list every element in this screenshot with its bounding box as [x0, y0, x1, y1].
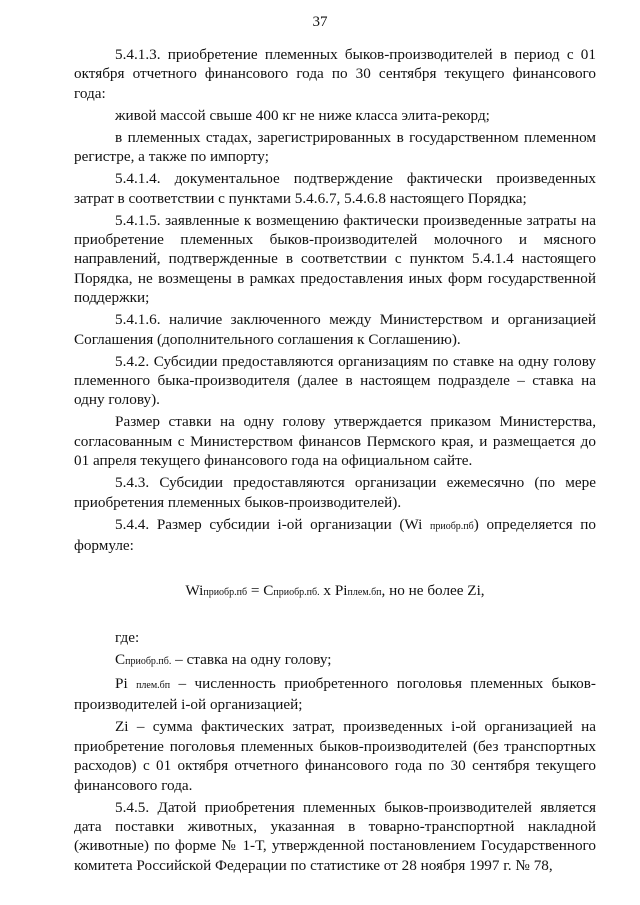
paragraph-5-4-1-5: 5.4.1.5. заявленные к возмещению фактически произведенные затраты на приобретение племенных быков-производителей молочного и мясного направлений, подтвержденные в соответствии с пунктом 5.4.1.4 настоящего Порядка, не возмещены в рамках предоставления иных форм государственной поддержки;	[74, 211, 596, 307]
formula-pi: Pi	[334, 581, 348, 599]
formula-pi-subscript: плем.бп	[347, 586, 382, 598]
formula-c: С	[263, 581, 274, 599]
paragraph-5-4-4-start: 5.4.4. Размер субсидии i-ой организации (Wi	[115, 515, 431, 533]
definition-pi-symbol: Pi	[115, 674, 137, 692]
paragraph-where: где:	[115, 628, 140, 646]
paragraph-5-4-4	[74, 515, 596, 556]
definition-pi-subscript: плем.бп	[136, 679, 171, 691]
formula-c-subscript: приобр.пб.	[273, 586, 320, 598]
page-number: 37	[312, 14, 328, 30]
paragraph-5-4-1-3: 5.4.1.3. приобретение племенных быков-производителей в период с 01 октября отчетного финансового года по 30 сентября текущего финансового года:	[74, 46, 596, 102]
formula-equals: =	[247, 581, 264, 599]
paragraph-breeding-herds: в племенных стадах, зарегистрированных в государственном племенном регистре, а также по импорту;	[74, 128, 596, 166]
paragraph-5-4-5: 5.4.5. Датой приобретения племенных быков-производителей является дата поставки животных, указанная в товарно-транспортной накладной (животные) по форме № 1-Т, утвержденной постановлением Государственного комитета Российской Федерации по статистике от 28 ноября 1997 г. № 78,	[74, 798, 596, 874]
formula-wi: Wi	[185, 581, 204, 599]
definition-c	[74, 650, 596, 671]
document-body	[74, 45, 596, 878]
paragraph-5-4-4-subscript: приобр.пб	[430, 520, 474, 532]
definition-zi: Zi – сумма фактических затрат, произведенных i-ой организацией на приобретение поголовья племенных быков-производителей (без транспортных расходов) с 01 октября отчетного финансового года по 30 сентября текущего финансового года.	[74, 718, 596, 794]
paragraph-5-4-1-4: 5.4.1.4. документальное подтверждение фактически произведенных затрат в соответствии с пунктами 5.4.6.7, 5.4.6.8 настоящего Порядка;	[74, 170, 596, 207]
definition-c-text: – ставка на одну голову;	[171, 650, 332, 668]
subsidy-formula	[74, 581, 596, 602]
paragraph-5-4-2: 5.4.2. Субсидии предоставляются организациям по ставке на одну голову племенного быка-производителя (далее в настоящем подразделе – ставка на одну голову).	[74, 352, 596, 409]
paragraph-live-weight: живой массой свыше 400 кг не ниже класса элита-рекорд;	[115, 106, 490, 124]
paragraph-rate-size: Размер ставки на одну голову утверждается приказом Министерства, согласованным с Министерством финансов Пермского края, и размещается до 01 апреля текущего финансового года на официальном сайте.	[74, 413, 596, 470]
definition-c-subscript: приобр.пб.	[125, 655, 172, 667]
formula-multiply: х	[319, 581, 335, 599]
paragraph-5-4-1-6: 5.4.1.6. наличие заключенного между Министерством и организацией Соглашения (дополнительного соглашения к Соглашению).	[74, 311, 596, 348]
paragraph-5-4-3: 5.4.3. Субсидии предоставляются организации ежемесячно (по мере приобретения племенных быков-производителей).	[74, 474, 596, 511]
formula-wi-subscript: приобр.пб	[203, 586, 248, 598]
definition-pi	[74, 674, 596, 715]
formula-tail: , но не более Zi,	[381, 581, 485, 599]
definition-c-symbol: С	[115, 650, 126, 668]
definition-pi-text: – численность приобретенного поголовья племенных быков-производителей i-ой организацией;	[74, 674, 596, 714]
paragraph-5-4-4-end: ) определяется по формуле:	[74, 515, 596, 555]
